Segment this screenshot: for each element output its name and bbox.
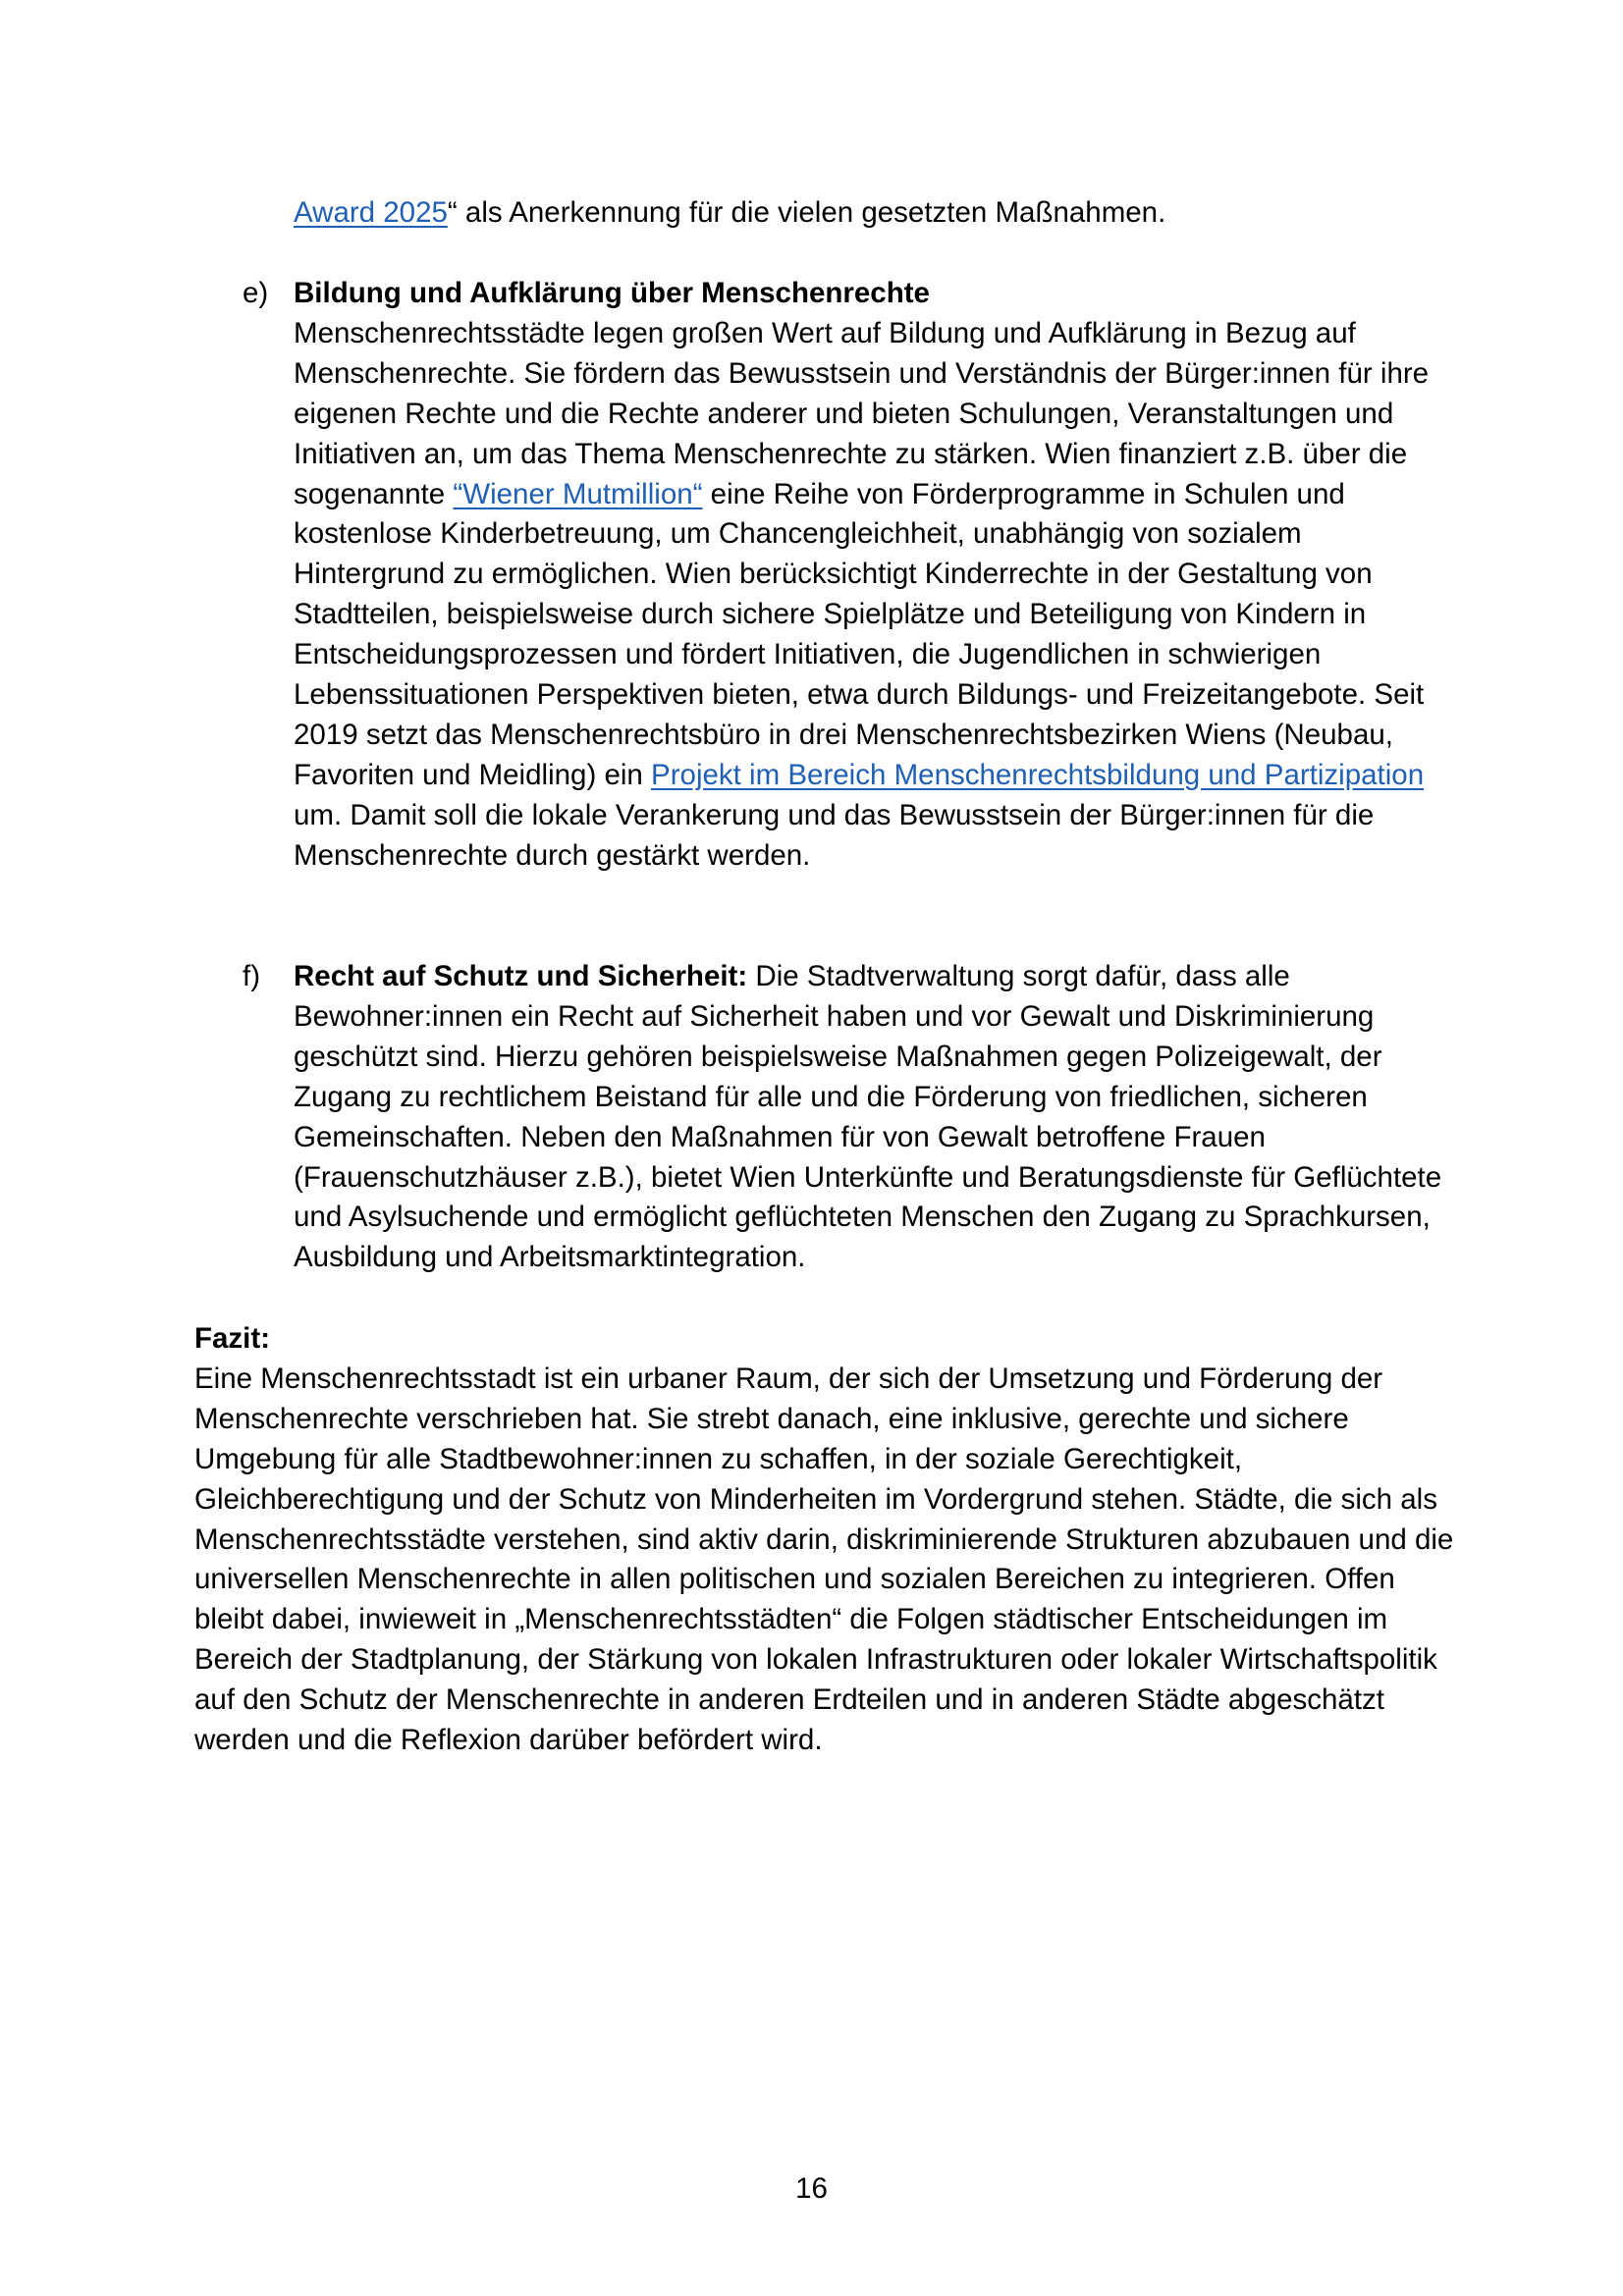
page-number: 16	[795, 2172, 828, 2205]
item-f-heading: Recht auf Schutz und Sicherheit:	[294, 960, 748, 992]
fazit-text: Eine Menschenrechtsstadt ist ein urbaner Raum, der sich der Umsetzung und Förderung der Menschenrechte verschrieben hat. Sie strebt danach, eine inklusive, gerechte und sichere Umgebung für alle Stadtbewohner:innen zu schaffen, in der soziale Gerechtigkeit, Gleichberechtigung und der Schutz von Minderheiten im Vordergrund stehen. Städte, die sich als Menschenrechtsstädte verstehen, sind aktiv darin, diskriminierende Strukturen abzubauen und die universellen Menschenrechte in allen politischen und sozialen Bereichen zu integrieren. Offen bleibt dabei, inwieweit in „Menschenrechtsstädten“ die Folgen städtischer Entscheidungen im Bereich der Stadtplanung, der Stärkung von lokalen Infrastrukturen oder lokaler Wirtschaftspolitik auf den Schutz der Menschenrechte in anderen Erdteilen und in anderen Städte abgeschätzt werden und die Reflexion darüber befördert wird.	[194, 1362, 1454, 1757]
item-e-text-2: eine Reihe von Förderprogramme in Schulen und kostenlose Kinderbetreuung, um Chancengleichheit, unabhängig von sozialem Hintergrund zu ermöglichen. Wien berücksichtigt Kinderrechte in der Gestaltung von Stadtteilen, beispielsweise durch sichere Spielplätze und Beteiligung von Kindern in Entscheidungsprozessen und fördert Initiativen, die Jugendlichen in schwierigen Lebenssituationen Perspektiven bieten, etwa durch Bildungs- und Freizeitangebote. Seit 2019 setzt das Menschenrechtsbüro in drei Menschenrechtsbezirken Wiens (Neubau, Favoriten und Meidling) ein	[294, 477, 1425, 791]
menschenrechtsbildung-project-link[interactable]: Projekt im Bereich Menschenrechtsbildung und Partizipation	[651, 758, 1425, 791]
item-e-text-3: um. Damit soll die lokale Verankerung und das Bewusstsein der Bürger:innen für die Menschenrechte durch gestärkt werden.	[294, 798, 1375, 872]
fazit-heading: Fazit:	[194, 1322, 271, 1355]
list-marker-e: e)	[243, 277, 269, 309]
list-marker-f: f)	[243, 960, 261, 992]
fazit-section	[194, 1319, 1461, 1761]
item-f-paragraph	[294, 957, 1452, 1278]
intro-text: “ als Anerkennung für die vielen gesetzten Maßnahmen.	[447, 196, 1166, 229]
item-e-text-1: Menschenrechtsstädte legen großen Wert auf Bildung und Aufklärung in Bezug auf Menschenrechte. Sie fördern das Bewusstsein und Verständnis der Bürger:innen für ihre eigenen Rechte und die Rechte anderer und bieten Schulungen, Veranstaltungen und Initiativen an, um das Thema Menschenrechte zu stärken. Wien finanziert z.B. über die sogenannte	[294, 316, 1430, 510]
wiener-mutmillion-link[interactable]: “Wiener Mutmillion“	[453, 477, 703, 510]
item-f-text: Die Stadtverwaltung sorgt dafür, dass alle Bewohner:innen ein Recht auf Sicherheit haben und vor Gewalt und Diskriminierung geschützt sind. Hierzu gehören beispielsweise Maßnahmen gegen Polizeigewalt, der Zugang zu rechtlichem Beistand für alle und die Förderung von friedlichen, sicheren Gemeinschaften. Neben den Maßnahmen für von Gewalt betroffene Frauen (Frauenschutzhäuser z.B.), bietet Wien Unterkünfte und Beratungsdienste für Geflüchtete und Asylsuchende und ermöglicht geflüchteten Menschen den Zugang zu Sprachkursen, Ausbildung und Arbeitsmarktintegration.	[294, 960, 1442, 1274]
item-e-paragraph	[294, 274, 1452, 877]
item-e-heading: Bildung und Aufklärung über Menschenrechte	[294, 277, 930, 309]
award-2025-link[interactable]: Award 2025	[294, 196, 448, 229]
intro-paragraph	[294, 193, 1452, 234]
